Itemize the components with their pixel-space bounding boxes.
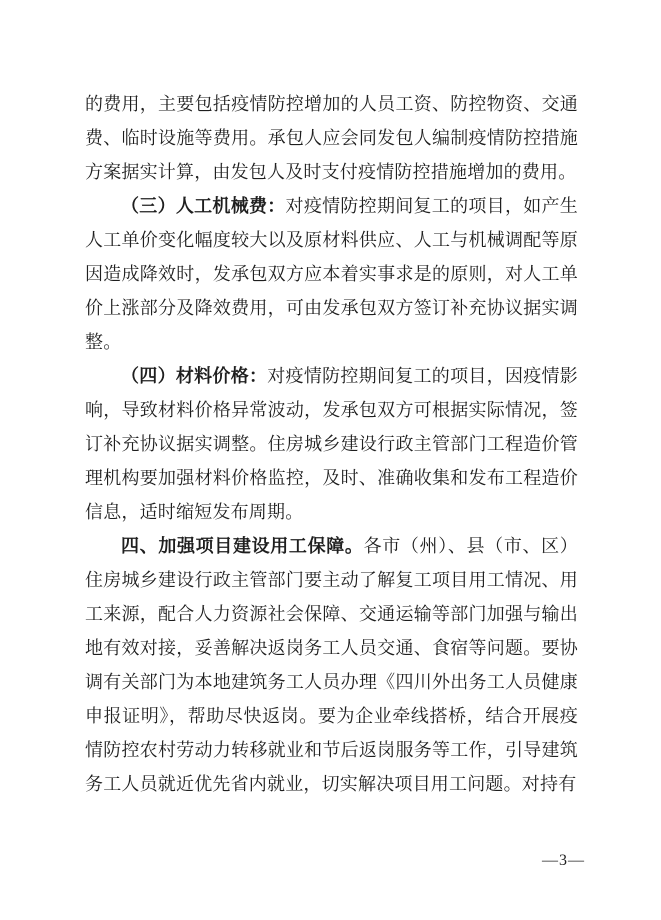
paragraph-heading: 四、加强项目建设用工保障。 xyxy=(121,536,364,556)
paragraph-heading: （三）人工机械费： xyxy=(121,196,286,216)
page-number: —3— xyxy=(542,852,585,869)
paragraph-material-price xyxy=(85,359,578,529)
paragraph-text: 对疫情防控期间复工的项目，因疫情影响，导致材料价格异常波动，发承包双方可根据实际情况，签订补充协议据实调整。住房城乡建设行政主管部门工程造价管理机构要加强材料价格监控，及时、准确收集和发布工程造价信息，适时缩短发布周期。 xyxy=(85,366,578,522)
paragraph-heading: （四）材料价格： xyxy=(121,366,268,386)
paragraph-employment-guarantee xyxy=(85,529,578,801)
paragraph-text: 对疫情防控期间复工的项目，如产生人工单价变化幅度较大以及原材料供应、人工与机械调配等原因造成降效时，发承包双方应本着实事求是的原则，对人工单价上涨部分及降效费用，可由发承包双方签订补充协议据实调整。 xyxy=(85,196,578,352)
paragraph-text: 的费用，主要包括疫情防控增加的人员工资、防控物资、交通费、临时设施等费用。承包人应会同发包人编制疫情防控措施方案据实计算，由发包人及时支付疫情防控措施增加的费用。 xyxy=(85,94,578,182)
paragraph-labor-machinery-fee xyxy=(85,189,578,359)
paragraph-cost-continuation xyxy=(85,87,578,189)
paragraph-text: 各市（州）、县（市、区）住房城乡建设行政主管部门要主动了解复工项目用工情况、用工来源，配合人力资源社会保障、交通运输等部门加强与输出地有效对接，妥善解决返岗务工人员交通、食宿等问题。要协调有关部门为本地建筑务工人员办理《四川外出务工人员健康申报证明》，帮助尽快返岗。要为企业牵线搭桥，结合开展疫情防控农村劳动力转移就业和节后返岗服务等工作，引导建筑务工人员就近优先省内就业，切实解决项目用工问题。对持有 xyxy=(85,536,578,794)
document-body xyxy=(85,87,578,801)
